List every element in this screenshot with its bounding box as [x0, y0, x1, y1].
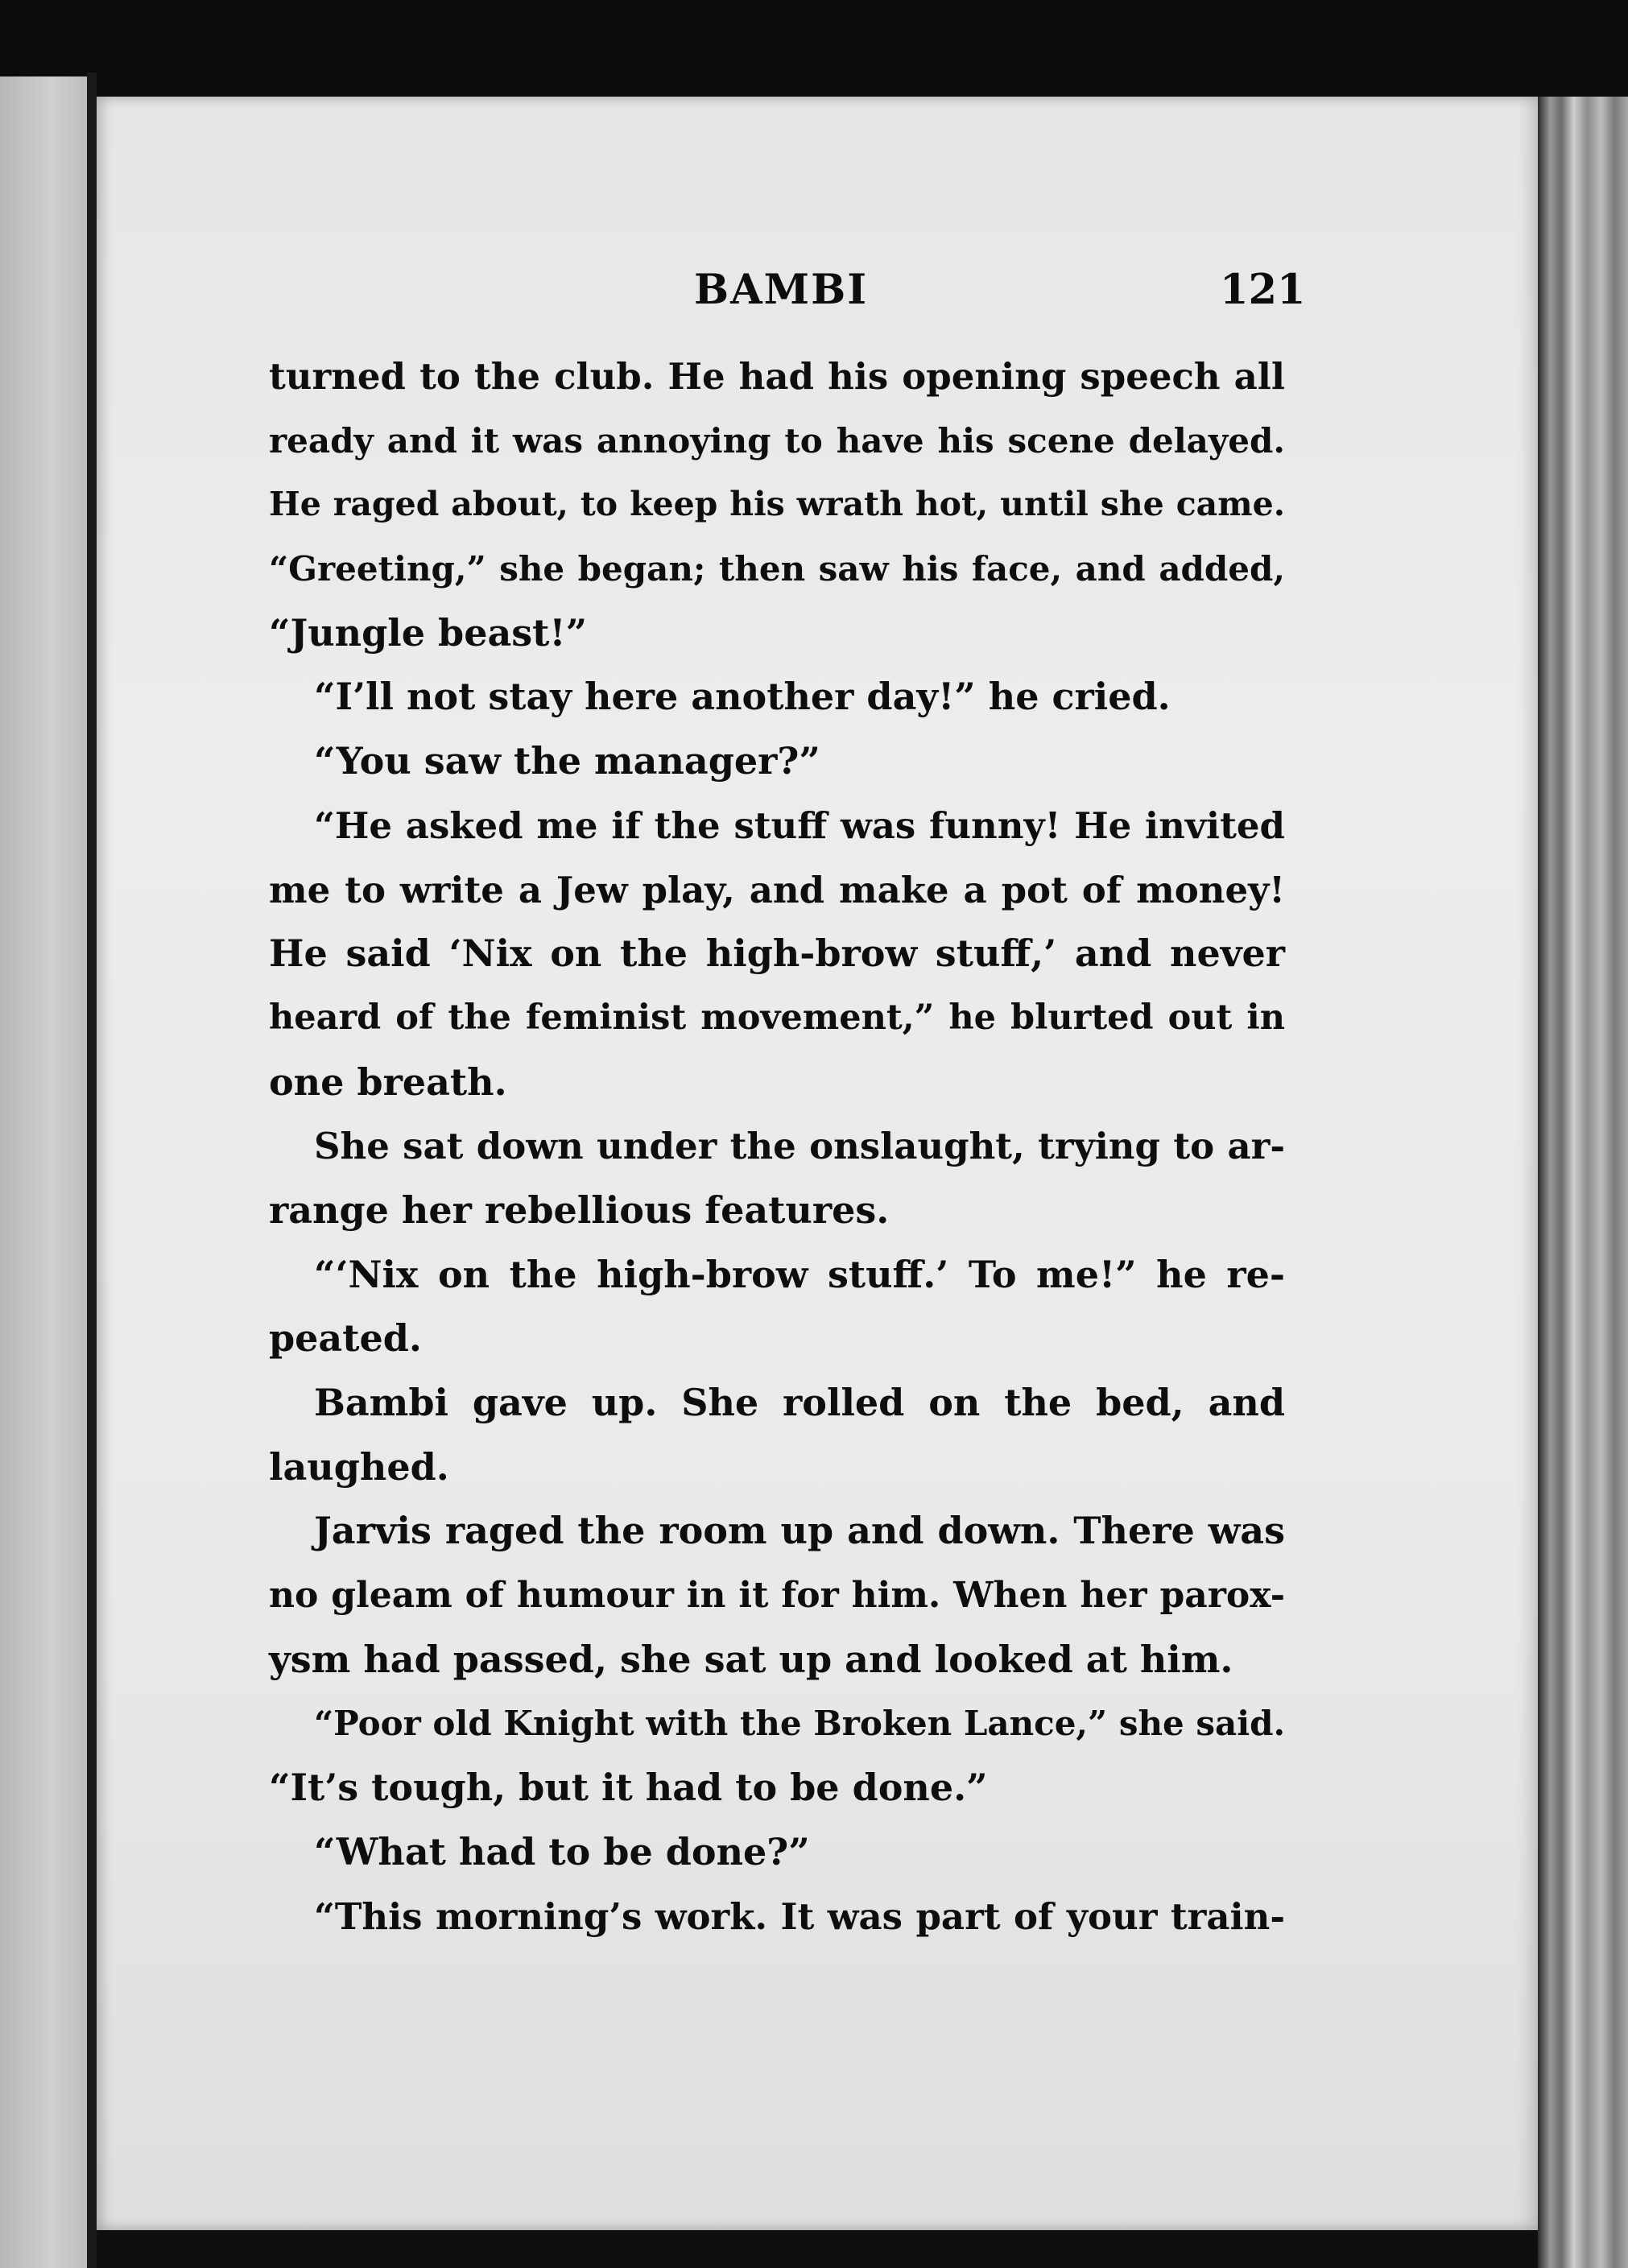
- book-gutter: [87, 72, 97, 2268]
- text-line: Jarvis raged the room up and down. There was: [314, 1509, 1285, 1553]
- text-line: “I’ll not stay here another day!” he cried.: [314, 675, 1171, 719]
- scan-bottom-border: [97, 2230, 1538, 2268]
- running-title: BAMBI: [694, 266, 869, 314]
- body-text: [269, 345, 1285, 1948]
- page-stack-edge: [1538, 97, 1628, 2268]
- facing-page-edge: [0, 76, 87, 2268]
- text-line: range her rebellious features.: [269, 1188, 890, 1232]
- text-line: “It’s tough, but it had to be done.”: [269, 1766, 988, 1810]
- text-line: “This morning’s work. It was part of your train-: [314, 1894, 1285, 1938]
- text-line: ysm had passed, she sat up and looked at him.: [269, 1637, 1233, 1681]
- text-line: one breath.: [269, 1060, 507, 1104]
- text-line: “What had to be done?”: [314, 1829, 810, 1873]
- running-head: [0, 266, 1628, 322]
- text-line: She sat down under the onslaught, trying to ar-: [314, 1125, 1285, 1168]
- text-line: “Poor old Knight with the Broken Lance,” she said.: [314, 1704, 1286, 1744]
- text-line: peated.: [269, 1316, 422, 1361]
- text-line: turned to the club. He had his opening speech all: [269, 355, 1285, 398]
- text-line: “You saw the manager?”: [314, 739, 820, 783]
- text-line: “Greeting,” she began; then saw his face, and added,: [269, 549, 1285, 589]
- text-line: “Jungle beast!”: [269, 610, 588, 655]
- text-line: heard of the feminist movement,” he blurted out in: [269, 997, 1285, 1038]
- text-line: no gleam of humour in it for him. When her parox-: [269, 1575, 1285, 1617]
- text-line: “‘Nix on the high-brow stuff.’ To me!” he re-: [314, 1252, 1285, 1296]
- text-line: “He asked me if the stuff was funny! He invited: [314, 804, 1285, 847]
- text-line: He raged about, to keep his wrath hot, until she came.: [269, 485, 1285, 524]
- text-line: He said ‘Nix on the high-brow stuff,’ and never: [269, 932, 1285, 976]
- text-line: me to write a Jew play, and make a pot of money!: [269, 868, 1285, 911]
- text-line: laughed.: [269, 1444, 449, 1489]
- page-number: 121: [1220, 266, 1306, 314]
- text-line: Bambi gave up. She rolled on the bed, and: [314, 1381, 1285, 1424]
- text-line: ready and it was annoying to have his scene delayed.: [269, 420, 1285, 461]
